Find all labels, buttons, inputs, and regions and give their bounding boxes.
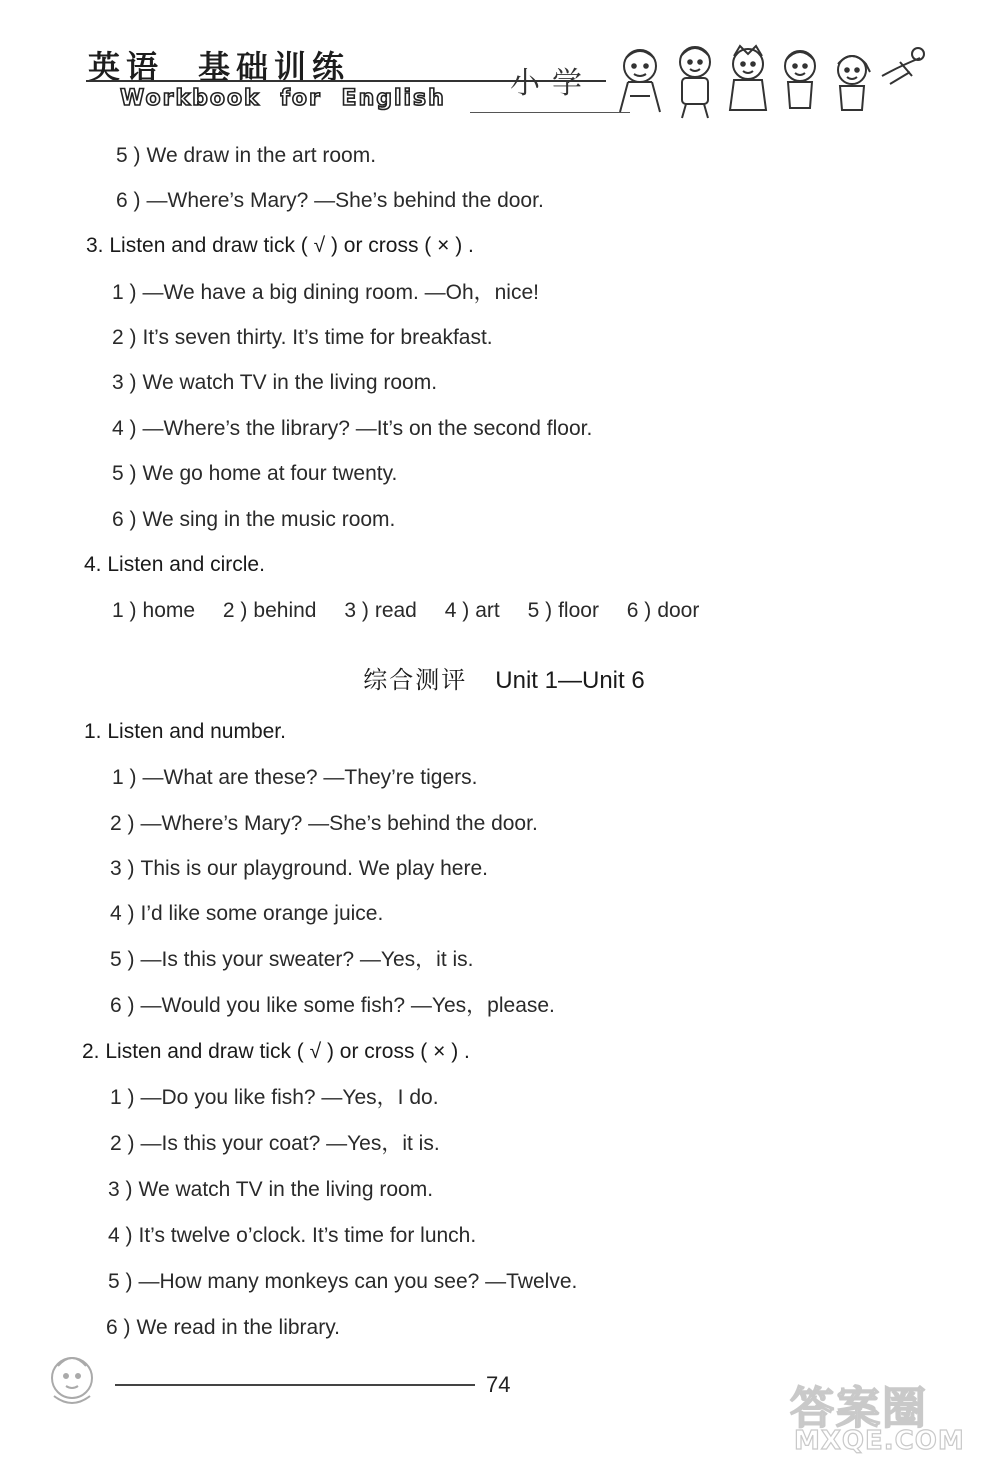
- answer-word: home: [142, 599, 196, 622]
- item-number: 3 ): [110, 857, 135, 880]
- answer-item: [445, 598, 500, 624]
- item-number: 6 ): [116, 189, 141, 212]
- item-number: 2 ): [222, 599, 248, 622]
- item-number: 3 ): [108, 1178, 133, 1201]
- item-number: 4 ): [112, 417, 137, 440]
- answer-word: door: [657, 599, 700, 622]
- answer-word: read: [374, 599, 417, 622]
- item-text: —What are these? —They’re tigers.: [142, 766, 478, 789]
- list-item: [108, 1223, 476, 1249]
- item-text: I’d like some orange juice.: [140, 902, 384, 925]
- mascot-icon: [38, 1348, 108, 1412]
- exercise-heading: 2. Listen and draw tick ( √ ) or cross ( × ) .: [82, 1040, 470, 1063]
- list-item: [110, 1085, 439, 1111]
- item-number: 1 ): [110, 1086, 135, 1109]
- section-title-chinese: 综合测评: [363, 666, 468, 694]
- page-header: [0, 0, 1000, 130]
- item-text: It’s seven thirty. It’s time for breakfast.: [142, 326, 493, 349]
- exercise-heading: 1. Listen and number.: [84, 720, 286, 743]
- section-title-units: Unit 1—Unit 6: [495, 667, 645, 694]
- book-title-english: Workbook for English: [120, 86, 446, 111]
- item-text: —Where’s Mary? —She’s behind the door.: [146, 189, 544, 212]
- answer-item: [223, 598, 317, 624]
- list-item: [112, 765, 477, 791]
- item-text: We draw in the art room.: [146, 144, 377, 167]
- item-number: 4 ): [110, 902, 135, 925]
- list-item: [108, 1177, 433, 1203]
- list-item: [112, 280, 539, 306]
- item-text: We read in the library.: [136, 1316, 340, 1339]
- list-item: [112, 507, 395, 533]
- item-number: 5 ): [110, 948, 135, 971]
- item-text: —Would you like some fish? —Yes，please.: [140, 994, 555, 1017]
- list-item: [112, 461, 397, 487]
- list-item: [106, 1315, 340, 1341]
- list-item: [116, 188, 544, 214]
- list-item: [108, 1269, 577, 1295]
- item-text: —Where’s Mary? —She’s behind the door.: [140, 812, 538, 835]
- list-item: [112, 416, 592, 442]
- item-number: 1 ): [112, 766, 137, 789]
- item-number: 6 ): [106, 1316, 131, 1339]
- list-item: [110, 1131, 440, 1157]
- item-number: 2 ): [110, 812, 135, 835]
- answer-item: [344, 598, 417, 624]
- item-number: 3 ): [344, 599, 369, 622]
- item-text: —Do you like fish? —Yes，I do.: [140, 1086, 439, 1109]
- item-text: We sing in the music room.: [142, 508, 396, 531]
- item-number: 2 ): [110, 1132, 135, 1155]
- item-number: 5 ): [116, 144, 141, 167]
- item-text: —Is this your coat? —Yes，it is.: [140, 1132, 440, 1155]
- item-number: 1 ): [112, 281, 137, 304]
- item-number: 3 ): [112, 371, 137, 394]
- item-text: —We have a big dining room. —Oh，nice!: [142, 281, 539, 304]
- exercise-heading: 3. Listen and draw tick ( √ ) or cross ( × ) .: [86, 234, 474, 257]
- answer-item: [112, 598, 195, 624]
- footer-divider: [115, 1384, 475, 1386]
- page-number: 74: [486, 1372, 511, 1397]
- list-item: [110, 901, 383, 927]
- list-item: [110, 947, 474, 973]
- answer-word: behind: [253, 599, 317, 622]
- list-item: [116, 143, 376, 169]
- list-item: [112, 370, 437, 396]
- item-text: —How many monkeys can you see? —Twelve.: [138, 1270, 578, 1293]
- list-item: [110, 993, 555, 1019]
- item-text: —Where’s the library? —It’s on the second floor.: [142, 417, 593, 440]
- item-number: 5 ): [108, 1270, 133, 1293]
- book-title-series: 基础训练: [198, 48, 351, 86]
- watermark-text-chinese: 答案圈: [790, 1383, 928, 1434]
- watermark-text-url: MXQE.COM: [794, 1426, 965, 1456]
- watermark-logo: [790, 1372, 980, 1462]
- section-title: [0, 660, 1000, 695]
- list-item: [110, 856, 488, 882]
- item-text: —Is this your sweater? —Yes，it is.: [140, 948, 474, 971]
- answer-item: [627, 598, 700, 624]
- item-number: 5 ): [112, 462, 137, 485]
- exercise-heading: 4. Listen and circle.: [84, 553, 265, 576]
- item-text: We watch TV in the living room.: [142, 371, 438, 394]
- answer-row: [112, 598, 721, 624]
- item-text: We watch TV in the living room.: [138, 1178, 434, 1201]
- item-text: It’s twelve o’clock. It’s time for lunch.: [138, 1224, 477, 1247]
- list-item: [110, 811, 538, 837]
- item-number: 6 ): [112, 508, 137, 531]
- list-item: [112, 325, 493, 351]
- item-number: 6 ): [626, 599, 652, 622]
- answer-item: [528, 598, 599, 624]
- item-text: We go home at four twenty.: [142, 462, 398, 485]
- children-illustration-icon: [600, 36, 930, 122]
- grade-level-label: 小学: [510, 66, 594, 101]
- answer-word: floor: [558, 599, 599, 622]
- item-number: 2 ): [112, 326, 137, 349]
- book-title-subject: 英语: [88, 48, 165, 86]
- item-number: 1 ): [112, 599, 137, 622]
- item-text: This is our playground. We play here.: [140, 857, 488, 880]
- item-number: 5 ): [527, 599, 553, 622]
- item-number: 4 ): [108, 1224, 133, 1247]
- item-number: 4 ): [444, 599, 470, 622]
- item-number: 6 ): [110, 994, 135, 1017]
- answer-word: art: [475, 599, 500, 622]
